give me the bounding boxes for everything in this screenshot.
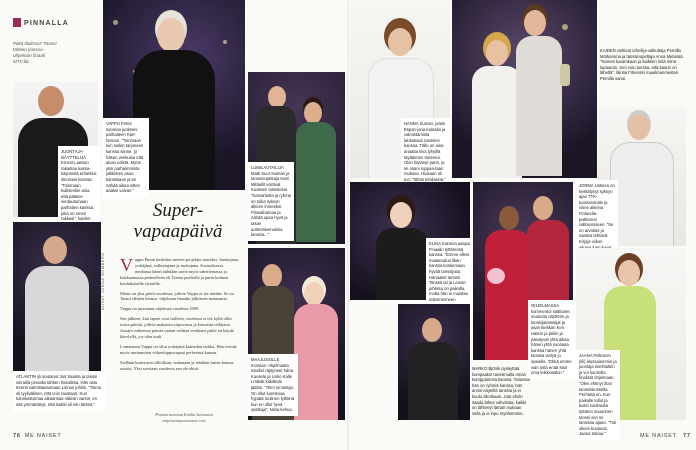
photo-kaiden <box>452 0 597 178</box>
caption-marko: MARKO Björsk pysäyttää kumpaakin tanssimalla oman kumppaninsa kanssa. Toisessa hän on ryhmiä kanssa, hän arvioi näytellä tanssia ja ei kuulu ollenkaan. Jota ehdin saada lähes vahvistaa, kaikki on lähtenyt tämän mukaan vielä ja ei lopu myöhemmin. <box>472 366 530 416</box>
photo-atlantin <box>13 222 101 372</box>
folio-left: 76 ME NAISET <box>13 433 62 439</box>
dropcap: V <box>120 255 133 275</box>
photo-credit: KUVAT JONNA ÖHMBERG <box>101 252 105 310</box>
caption-vappu: VAPPU Pimiä suomaa juokseni parhaiteen Karl-farman. "Toinmaan niin tuskin tarjoneen kanssa siinne, jo häsen venkusia että aivan edistä. Myös yksi parhaimmista julkkisten asuu käntiskaan ja se nähdä aikaa sitten aaaksi vaivan." <box>103 118 149 197</box>
caption-atlantin: ATLANTIN yli soutanut Jari Saarita ja tanssi vierailla pinnalla tähtien finaalissa. Hän astu treenit valmistautumaan Linnan juhliin. "Toimu oli tyylivälinen, että voin taustaan. Kun tulonkatsomaa aikaansaa näkisin varsin, en sitä ymmärtänyt, että kaikki oli niin tärkeä." <box>13 371 105 411</box>
caption-juontaja: JUONTAJA-NÄYTTELIJÄ Ernest Lawson rakastaa kassa-käynnistä erhatsiisi ilmoisesi kanssa: "Toinmaan kuilisenkin aina, että pääsee ventautumaan parhaiten kanssa, joka on emen rakkasi", kaiden <box>58 146 100 230</box>
section-label: PINNALLA <box>24 20 69 27</box>
caption-jorma: JORMA Uotinen on keskittynyt syksyn ajan TTK-tuomarointiin ja viime aikeina Finlandia-palkinnon valitsemiseen. "Se on arvokas ja vaativa tehtävä. Kirjoja viikon <box>576 180 618 264</box>
article-credit: Poistan tuottana Emilia Salaranta emprutempuisonanet.com <box>155 412 213 423</box>
caption-ohjelmassa: OHJELMASSA kommentoi säätiunet muotoitu näyttöön ja tanssijatanssijat ja asan kinkkan Keri Hatein ja peliin ja päiväyvät yhtä aikaa hänen yhtä suoriasa kanssa hänen yhtä tanssia vietyä jo opeiella. "Ehkä emme vain osta enää sisä oma leikkinsäkin." <box>528 300 576 379</box>
page-gutter <box>347 0 349 450</box>
photo-marko <box>398 304 470 420</box>
article-body: Vappu Pimiä tiedettiin monen projektin naiseksi. Juontajana, yrittäjänä, valkuttajana ja tuottajana. Sosiaalisessa mediassa hänet nähdään usein myös urheilemassa ja kokkaamassa perheelleen eli Teemu pueliolle ja parin kolmen kouluikäisille tyttärille. Mutta on yksi päivä vuodessa, jolloin Vappu ei tee mitään. Se on Tanssi tähtien kanssa -ohjelman finaalin jälkeinen maanantai. Vappu on juontanut ohjelmaa vuodesta 2009. Sen jälkeen, kun lapset ovat isälleen, vuodessa ei ole kyllä ollut toista päivää, jolloin makaisin yöpuvussa ja katsoisin telkkaria. Jossain vaiheessa päivää saatan valittaa verkkairi pääle tai käydä kävelyllä, jos olen tuuli. Lomatauon Vappu on ollut yrittäjänä kuitenkin tarkka. Hän viettää myös useimmiten viikonloppuvapaat perheensä kanssa. Siellään kurinoista silloillaan, tsuhmaan ja tehdään lasten kanssa asioita. Yksi sovitaan vuodessa sen ole ehtiä. <box>120 255 239 371</box>
caption-hanna: HANNA Sumari, jotain Espan-jana kamalia ja valmistamista lahkakaan tanssien kanssa. Tälle on aina anaatta kiva lyhyillä täyttäimen tanssien. Olen löytänyt parin, ja se osani ruppaa-taan mukaan. Hiukaan oli tuo: "tähtiä tehdasinä." <box>401 118 451 186</box>
folio-right: ME NAISET 77 <box>640 433 691 439</box>
caption-elina: ELINA Kararva asapui Finaalin tyttärensä kanssa. "Emme olleet maaseudua ilkan kanssa koskemaan hyvää tanssijoita. Hänaaksi tanssit. Tanssit tai ja Linnan juhlissa on paikalla, mutta hän ei muistaa edesmenneen <box>426 238 476 311</box>
intro-note: Pitkä tilalissa? Tanssi tähtien kanssa -ohjelman finaali MTV:llä. <box>13 41 57 64</box>
caption-maajussille: MAAJUSSILLE morsian -ohjelmasta tutuiksi räytyneet Niina Kuusela ja Lisko Kalle Lmbiäk kitkittivät jäähin. "Olen innostuja. On ollut luontevaa hypätä tuulinen tyttöinä kun en ollut hyvä opettaja", Niina kehuu. <box>248 354 298 416</box>
caption-lumi: LUMILAUTAILIJA Matti Suur-Hamari ja tanssinopettaja Katri Mittiallit voittivat Kuoksen tutsistelus. "Kamarlusta ja ryhmä on tullut syksyn alkeen ihmeeksi. Pinwaihamaa ja nähdä upea hyvä ja tasan aoltenäkemuksia tanssia..." <box>248 162 294 241</box>
caption-kaiden: KAIDEN voittivat urheilija-valkuttaja Pernilla Mörkamma ja tanssinopettaja Anna Mebinää. "Nomen karamkaan ja kaikken mitä minä lupautoin. Sen voin tuessa, että kaarin on läheltä", läintia Fitnessin maailmanmestari Pernilla sanoi. <box>600 48 684 81</box>
article-title: Super- vapaapäivä <box>133 200 223 242</box>
caption-jaana: JAANA Pelkonen (lili) alussaiemmin ja juontaja kiorkituttiin ja voi kunnolla finalistit ohjelmaan. "Olen ehtinyt ihan tanssinkurssilla. Perhettä en. Kun paikalle tullut ja kussi suoliasisa tyttären suuurinen tanssi sen se tansissa ajaan. "Tuli oikein kuuluvat, Jaana toteaa." <box>576 350 620 440</box>
